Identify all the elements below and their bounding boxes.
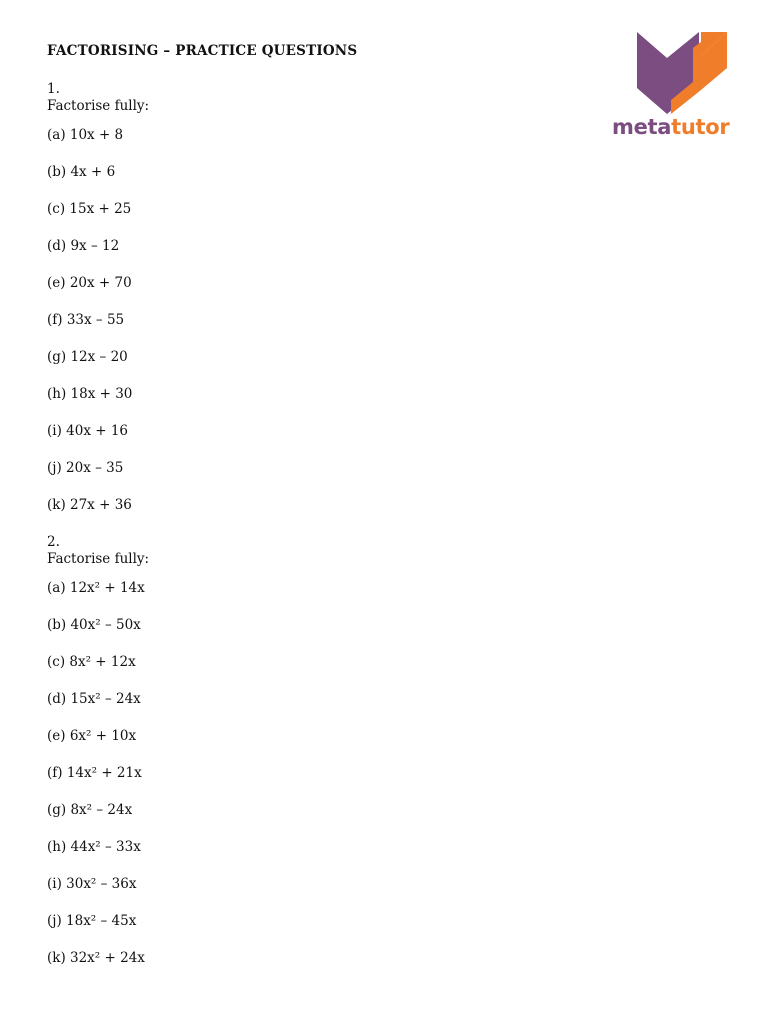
logo-wordmark-tutor: tutor <box>671 115 730 139</box>
question-item: (f) 33x – 55 <box>47 312 125 328</box>
page-title: FACTORISING – PRACTICE QUESTIONS <box>47 43 358 59</box>
question-item: (b) 40x² – 50x <box>47 617 141 633</box>
question-item: (f) 14x² + 21x <box>47 765 142 781</box>
section-number: 1. <box>47 81 60 97</box>
question-item: (e) 20x + 70 <box>47 275 132 291</box>
question-item: (i) 30x² – 36x <box>47 876 137 892</box>
question-item: (d) 15x² – 24x <box>47 691 141 707</box>
section-number: 2. <box>47 534 60 550</box>
question-item: (h) 18x + 30 <box>47 386 133 402</box>
question-item: (a) 10x + 8 <box>47 127 124 143</box>
section-instruction: Factorise fully: <box>47 551 150 567</box>
question-item: (c) 15x + 25 <box>47 201 132 217</box>
question-item: (k) 27x + 36 <box>47 497 132 513</box>
question-item: (a) 12x² + 14x <box>47 580 145 596</box>
question-item: (j) 18x² – 45x <box>47 913 137 929</box>
question-item: (k) 32x² + 24x <box>47 950 145 966</box>
metatutor-logo <box>608 30 733 142</box>
section-instruction: Factorise fully: <box>47 98 150 114</box>
question-item: (d) 9x – 12 <box>47 238 120 254</box>
question-item: (c) 8x² + 12x <box>47 654 136 670</box>
section-2-header <box>47 534 149 568</box>
question-item: (g) 12x – 20 <box>47 349 128 365</box>
logo-wordmark-meta: meta <box>612 115 672 139</box>
logo-wordmark <box>612 115 729 139</box>
question-item: (h) 44x² – 33x <box>47 839 141 855</box>
logo-mark-icon <box>635 30 731 116</box>
question-item: (e) 6x² + 10x <box>47 728 137 744</box>
question-item: (i) 40x + 16 <box>47 423 129 439</box>
question-item: (g) 8x² – 24x <box>47 802 133 818</box>
question-item: (j) 20x – 35 <box>47 460 124 476</box>
section-1-header <box>47 81 149 115</box>
question-item: (b) 4x + 6 <box>47 164 116 180</box>
